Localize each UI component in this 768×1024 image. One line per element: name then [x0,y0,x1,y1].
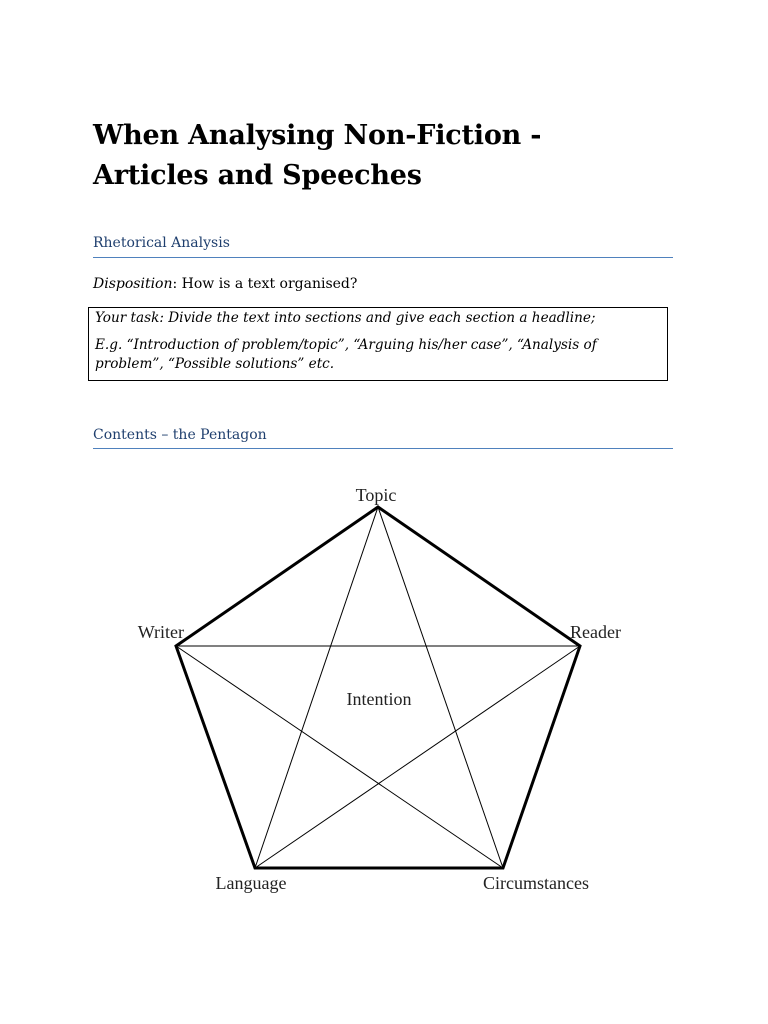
rhetorical-heading-rule [93,257,673,258]
contents-heading: Contents – the Pentagon [93,427,267,443]
label-language: Language [215,873,287,893]
task-box [88,307,668,381]
task-instruction: Your task: Divide the text into sections and give each section a headline; [95,310,596,326]
diagonal-reader-language [255,646,580,868]
disposition-paragraph [93,275,673,293]
label-reader: Reader [570,622,621,642]
rhetorical-analysis-heading: Rhetorical Analysis [93,235,230,251]
label-intention: Intention [346,689,412,709]
contents-heading-rule [93,448,673,449]
diagonal-topic-language [255,507,378,868]
disposition-term: Disposition [93,276,173,292]
diagonal-topic-circumstances [378,507,503,868]
label-circumstances: Circumstances [483,873,589,893]
diagonal-writer-circumstances [176,646,503,868]
page-title [93,116,693,196]
pentagon-diagram [100,470,660,910]
label-topic: Topic [355,485,397,505]
title-line-1: When Analysing Non-Fiction - [93,120,542,151]
task-examples: E.g. “Introduction of problem/topic”, “Arguing his/her case”, “Analysis of problem”, “Possible solutions” etc. [95,337,597,372]
disposition-text: : How is a text organised? [172,276,358,292]
title-line-2: Articles and Speeches [93,160,422,191]
label-writer: Writer [137,622,184,642]
